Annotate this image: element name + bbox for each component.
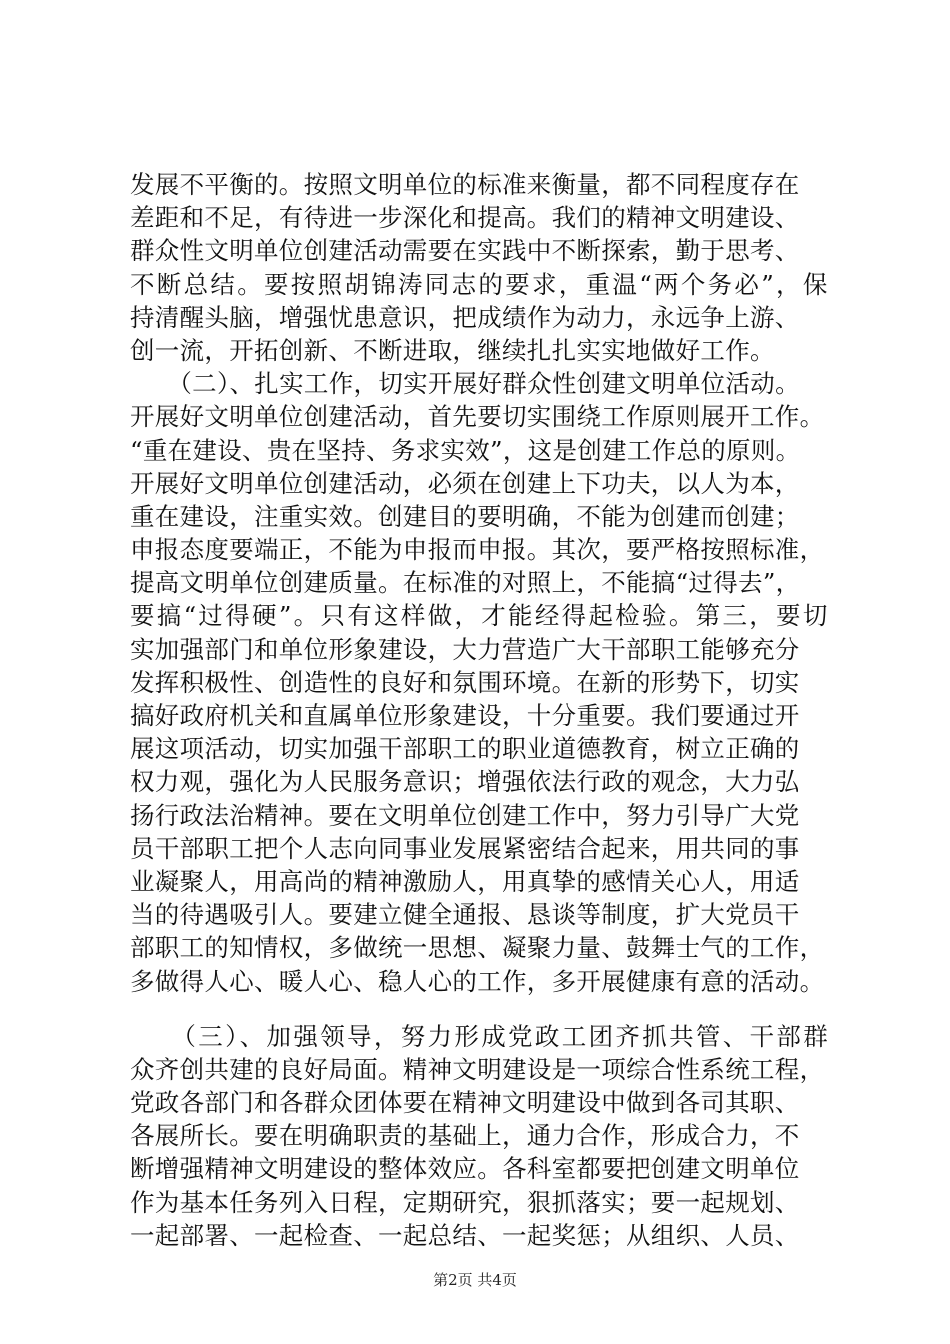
text-line: 发展不平衡的。按照文明单位的标准来衡量，都不同程度存在 bbox=[130, 170, 800, 199]
text-line: 开展好文明单位创建活动，首先要切实围绕工作原则展开工作。 bbox=[130, 402, 825, 432]
text-line: 要搞“过得硬”。只有这样做，才能经得起检验。第三，要切 bbox=[130, 601, 830, 631]
text-line: “重在建设、贵在坚持、务求实效”，这是创建工作总的原则。 bbox=[130, 435, 801, 465]
text-line: 搞好政府机关和直属单位形象建设，十分重要。我们要通过开 bbox=[130, 701, 800, 730]
paragraph-gap bbox=[130, 998, 830, 1020]
text-line: 实加强部门和单位形象建设，大力营造广大干部职工能够充分 bbox=[130, 634, 800, 664]
text-line: 展这项活动，切实加强干部职工的职业道德教育，树立正确的 bbox=[130, 734, 800, 764]
paragraph-block-2 bbox=[130, 1020, 830, 1252]
text-line: 员干部职工把个人志向同事业发展紧密结合起来，用共同的事 bbox=[130, 833, 800, 863]
text-line: 各展所长。要在明确职责的基础上，通力合作，形成合力，不 bbox=[130, 1121, 800, 1151]
text-line: 不断总结。要按照胡锦涛同志的要求，重温“两个务必”，保 bbox=[130, 269, 830, 299]
text-line: 多做得人心、暖人心、稳人心的工作，多开展健康有意的活动。 bbox=[130, 966, 825, 996]
text-line: 权力观，强化为人民服务意识；增强依法行政的观念，大力弘 bbox=[130, 767, 800, 797]
text-line: 断增强精神文明建设的整体效应。各科室都要把创建文明单位 bbox=[130, 1154, 800, 1184]
text-line: 扬行政法治精神。要在文明单位创建工作中，努力引导广大党 bbox=[130, 800, 800, 830]
text-line: 一起部署、一起检查、一起总结、一起奖惩；从组织、人员、 bbox=[130, 1220, 800, 1250]
text-line: 群众性文明单位创建活动需要在实践中不断探索，勤于思考、 bbox=[130, 236, 800, 266]
paragraph-block-1 bbox=[130, 168, 830, 998]
text-line: 开展好文明单位创建活动，必须在创建上下功夫，以人为本， bbox=[130, 468, 800, 498]
text-line: 差距和不足，有待进一步深化和提高。我们的精神文明建设、 bbox=[130, 203, 800, 233]
page-number: 第2页 共4页 bbox=[433, 1271, 517, 1289]
text-line: 业凝聚人，用高尚的精神激励人，用真挚的感情关心人，用适 bbox=[130, 866, 800, 896]
text-line: 部职工的知情权，多做统一思想、凝聚力量、鼓舞士气的工作， bbox=[130, 933, 825, 963]
text-line: （二）、扎实工作，切实开展好群众性创建文明单位活动。 bbox=[130, 369, 800, 399]
text-line: 申报态度要端正，不能为申报而申报。其次，要严格按照标准， bbox=[130, 535, 825, 565]
text-line: 重在建设，注重实效。创建目的要明确，不能为创建而创建； bbox=[130, 501, 800, 531]
text-line: 提高文明单位创建质量。在标准的对照上，不能搞“过得去”， bbox=[130, 568, 801, 598]
text-line: （三）、加强领导，努力形成党政工团齐抓共管、干部群 bbox=[130, 1021, 831, 1051]
text-line: 创一流，开拓创新、不断进取，继续扎扎实实地做好工作。 bbox=[130, 335, 775, 365]
text-line: 众齐创共建的良好局面。精神文明建设是一项综合性系统工程， bbox=[130, 1054, 825, 1084]
text-line: 党政各部门和各群众团体要在精神文明建设中做到各司其职、 bbox=[130, 1088, 800, 1118]
text-line: 作为基本任务列入日程，定期研究，狠抓落实；要一起规划、 bbox=[130, 1187, 800, 1217]
text-line: 当的待遇吸引人。要建立健全通报、恳谈等制度，扩大党员干 bbox=[130, 900, 800, 930]
document-body bbox=[130, 168, 830, 1252]
text-line: 持清醒头脑，增强忧患意识，把成绩作为动力，永远争上游、 bbox=[130, 302, 800, 332]
text-line: 发挥积极性、创造性的良好和氛围环境。在新的形势下，切实 bbox=[130, 667, 800, 697]
